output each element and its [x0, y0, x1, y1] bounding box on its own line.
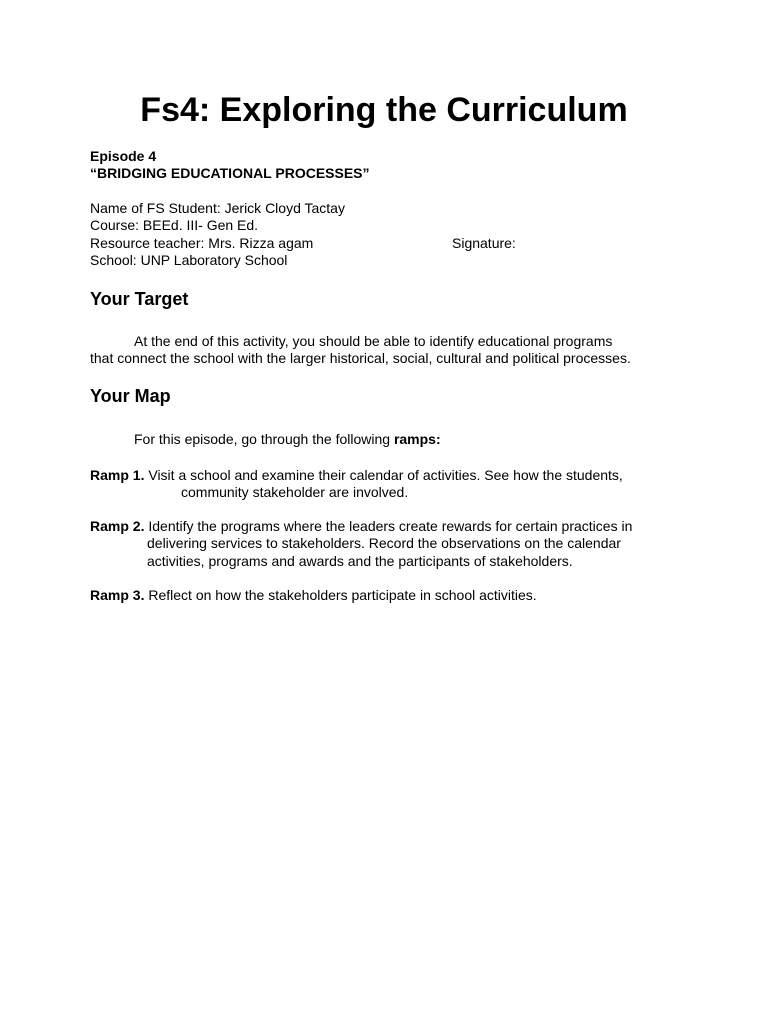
- episode-number: Episode 4: [90, 148, 157, 164]
- map-intro: [134, 431, 441, 448]
- ramp-1-continuation: community stakeholder are involved.: [181, 484, 409, 500]
- ramp-2-text: Identify the programs where the leaders create rewards for certain practices in: [144, 518, 633, 534]
- target-text-line-1: At the end of this activity, you should be able to identify educational programs: [134, 333, 613, 349]
- student-name: Name of FS Student: Jerick Cloyd Tactay: [90, 200, 345, 216]
- ramp-2-label: Ramp 2.: [90, 518, 145, 534]
- ramp-2-continuation-2: activities, programs and awards and the participants of stakeholders.: [147, 553, 573, 569]
- episode-title: “BRIDGING EDUCATIONAL PROCESSES”: [90, 165, 370, 181]
- ramp-3-label: Ramp 3.: [90, 587, 145, 603]
- ramp-2-continuation-1: delivering services to stakeholders. Record the observations on the calendar: [147, 535, 621, 551]
- map-intro-text: For this episode, go through the following: [134, 431, 394, 447]
- course-info: Course: BEEd. III- Gen Ed.: [90, 217, 259, 233]
- resource-teacher: Resource teacher: Mrs. Rizza agam: [90, 235, 314, 251]
- map-heading: Your Map: [90, 386, 171, 406]
- ramp-1: [90, 467, 623, 484]
- ramp-1-label: Ramp 1.: [90, 467, 145, 483]
- target-heading: Your Target: [90, 289, 189, 309]
- school-info: School: UNP Laboratory School: [90, 252, 288, 268]
- ramp-2: [90, 518, 632, 535]
- target-text-line-2: that connect the school with the larger historical, social, cultural and political processes.: [90, 350, 631, 366]
- document-title: Fs4: Exploring the Curriculum: [140, 91, 628, 129]
- ramp-3-text: Reflect on how the stakeholders participate in school activities.: [144, 587, 537, 603]
- map-intro-bold: ramps:: [393, 431, 441, 447]
- ramp-1-text: Visit a school and examine their calendar of activities. See how the students,: [144, 467, 623, 483]
- signature-label: Signature:: [452, 235, 516, 251]
- ramp-3: [90, 587, 537, 604]
